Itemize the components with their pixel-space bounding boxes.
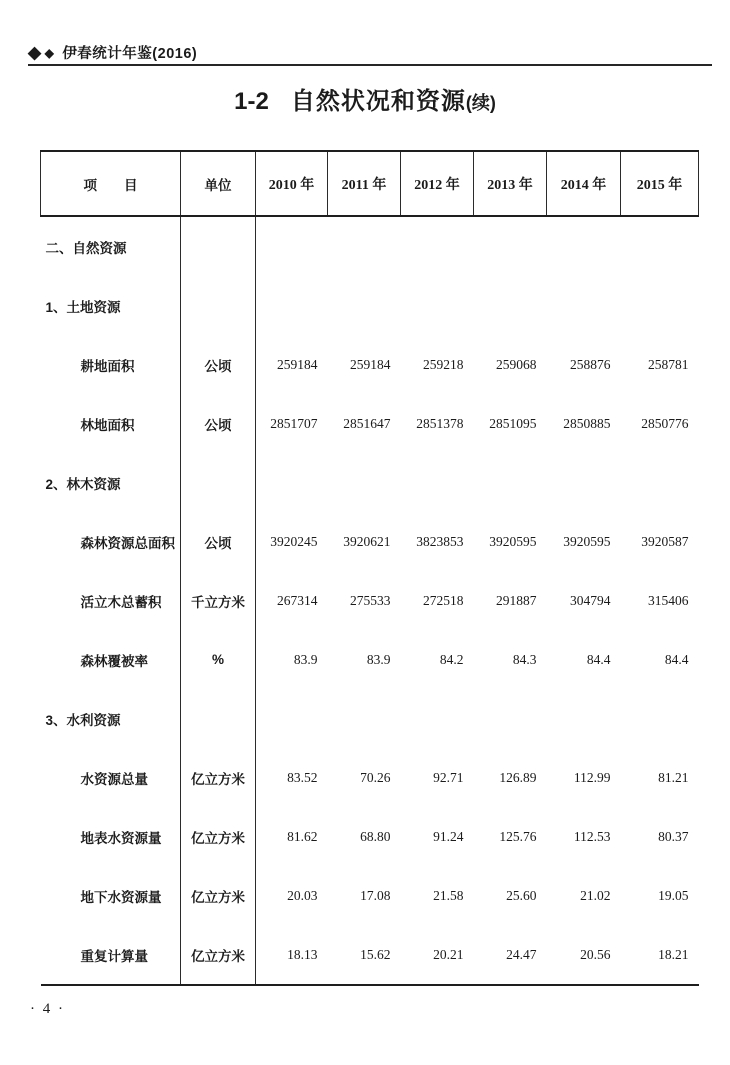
table-row [41,276,699,335]
value-cell: 83.52 [287,769,318,785]
unit-cell: 亿立方米 [181,866,256,925]
page-title [0,81,730,116]
value-cell: 21.58 [433,887,464,903]
table-row [41,216,699,276]
item-cell: 二、自然资源 [41,216,181,276]
value-cell: 91.24 [433,828,464,844]
value-cell: 3920621 [343,533,391,549]
stats-table [40,150,699,986]
unit-cell: 亿立方米 [181,925,256,985]
value-cell: 84.2 [439,651,464,667]
book-title: 伊春统计年鉴(2016) [62,46,198,62]
column-header-unit: 单位 [181,151,256,216]
value-cell [256,689,328,748]
value-cell [547,689,621,748]
running-head [28,42,197,63]
table-row [41,571,699,630]
value-cell [621,689,699,748]
value-cell: 3920595 [563,533,611,549]
item-cell: 林地面积 [41,394,181,453]
value-cell: 15.62 [328,925,401,985]
value-cell: 84.4 [664,651,689,667]
value-cell: 259218 [423,356,464,372]
diamond-icon: ◆ [44,45,55,60]
value-cell: 68.80 [360,828,391,844]
item-cell: 森林资源总面积 [41,512,181,571]
value-cell: 259184 [277,356,318,372]
header-row [41,151,699,216]
value-cell: 92.71 [433,769,464,785]
value-cell: 20.21 [401,925,474,985]
unit-cell [181,689,256,748]
unit-cell [181,453,256,512]
value-cell: 126.89 [499,769,537,785]
value-cell: 2851707 [270,415,318,431]
diamond-icon: ◆ [28,43,42,62]
value-cell: 3823853 [416,533,464,549]
unit-cell: 公顷 [181,512,256,571]
value-cell: 20.56 [547,925,621,985]
value-cell: 3920245 [270,533,318,549]
value-cell [256,276,328,335]
title-text: 自然状况和资源 [290,88,466,115]
value-cell: 70.26 [360,769,391,785]
value-cell: 315406 [648,592,689,608]
value-cell: 258781 [648,356,689,372]
value-cell [401,216,474,276]
item-cell: 重复计算量 [41,925,181,985]
value-cell: 267314 [277,592,318,608]
unit-cell: 千立方米 [181,571,256,630]
value-cell: 17.08 [360,887,391,903]
item-cell: 地下水资源量 [41,866,181,925]
value-cell: 2851378 [416,415,464,431]
value-cell: 84.3 [512,651,537,667]
value-cell [474,689,547,748]
value-cell: 275533 [350,592,391,608]
page-number: · 4 · [30,1001,65,1017]
value-cell [328,276,401,335]
value-cell [474,216,547,276]
value-cell [621,216,699,276]
value-cell: 304794 [570,592,611,608]
value-cell: 291887 [496,592,537,608]
value-cell [547,216,621,276]
unit-cell: 公顷 [181,394,256,453]
column-header-year: 2015 年 [621,151,699,216]
table-row [41,866,699,925]
column-header-year: 2011 年 [328,151,401,216]
item-cell: 活立木总蓄积 [41,571,181,630]
value-cell: 84.4 [586,651,611,667]
value-cell: 81.21 [658,769,689,785]
unit-cell [181,276,256,335]
value-cell [621,453,699,512]
value-cell: 25.60 [506,887,537,903]
value-cell: 18.21 [621,925,699,985]
item-cell: 森林覆被率 [41,630,181,689]
value-cell [621,276,699,335]
item-cell: 地表水资源量 [41,807,181,866]
value-cell [328,689,401,748]
value-cell: 80.37 [658,828,689,844]
value-cell: 125.76 [499,828,537,844]
value-cell [256,453,328,512]
value-cell [474,453,547,512]
table-row [41,925,699,985]
item-cell: 水资源总量 [41,748,181,807]
table-row [41,335,699,394]
table-row [41,689,699,748]
unit-cell [181,216,256,276]
column-header-year: 2012 年 [401,151,474,216]
unit-cell: 亿立方米 [181,748,256,807]
title-suffix: (续) [465,93,496,113]
value-cell: 2851095 [489,415,537,431]
unit-cell: 公顷 [181,335,256,394]
value-cell: 81.62 [287,828,318,844]
value-cell: 259068 [496,356,537,372]
value-cell: 24.47 [474,925,547,985]
unit-cell: 亿立方米 [181,807,256,866]
value-cell [401,453,474,512]
value-cell: 259184 [350,356,391,372]
unit-cell: % [181,630,256,689]
title-number: 1-2 [234,88,269,115]
value-cell: 3920595 [489,533,537,549]
value-cell [474,276,547,335]
item-cell: 2、林木资源 [41,453,181,512]
header-rule [28,64,712,66]
value-cell [328,453,401,512]
value-cell [256,216,328,276]
value-cell [547,276,621,335]
value-cell: 3920587 [641,533,689,549]
value-cell: 2851647 [343,415,391,431]
value-cell [328,216,401,276]
value-cell: 112.99 [573,769,611,785]
item-cell: 耕地面积 [41,335,181,394]
value-cell [401,689,474,748]
value-cell [401,276,474,335]
value-cell: 83.9 [366,651,391,667]
value-cell: 272518 [423,592,464,608]
value-cell: 2850885 [563,415,611,431]
column-header-item: 项 目 [41,151,181,216]
table-row [41,748,699,807]
item-cell: 1、土地资源 [41,276,181,335]
item-cell: 3、水利资源 [41,689,181,748]
value-cell: 19.05 [658,887,689,903]
column-header-year: 2010 年 [256,151,328,216]
table-row [41,512,699,571]
value-cell: 83.9 [293,651,318,667]
value-cell: 21.02 [580,887,611,903]
value-cell: 2850776 [641,415,689,431]
table-row [41,630,699,689]
value-cell: 18.13 [256,925,328,985]
table-row [41,807,699,866]
table-row [41,394,699,453]
column-header-year: 2014 年 [547,151,621,216]
table-row [41,453,699,512]
column-header-year: 2013 年 [474,151,547,216]
value-cell: 258876 [570,356,611,372]
value-cell: 20.03 [287,887,318,903]
value-cell: 112.53 [573,828,611,844]
value-cell [547,453,621,512]
